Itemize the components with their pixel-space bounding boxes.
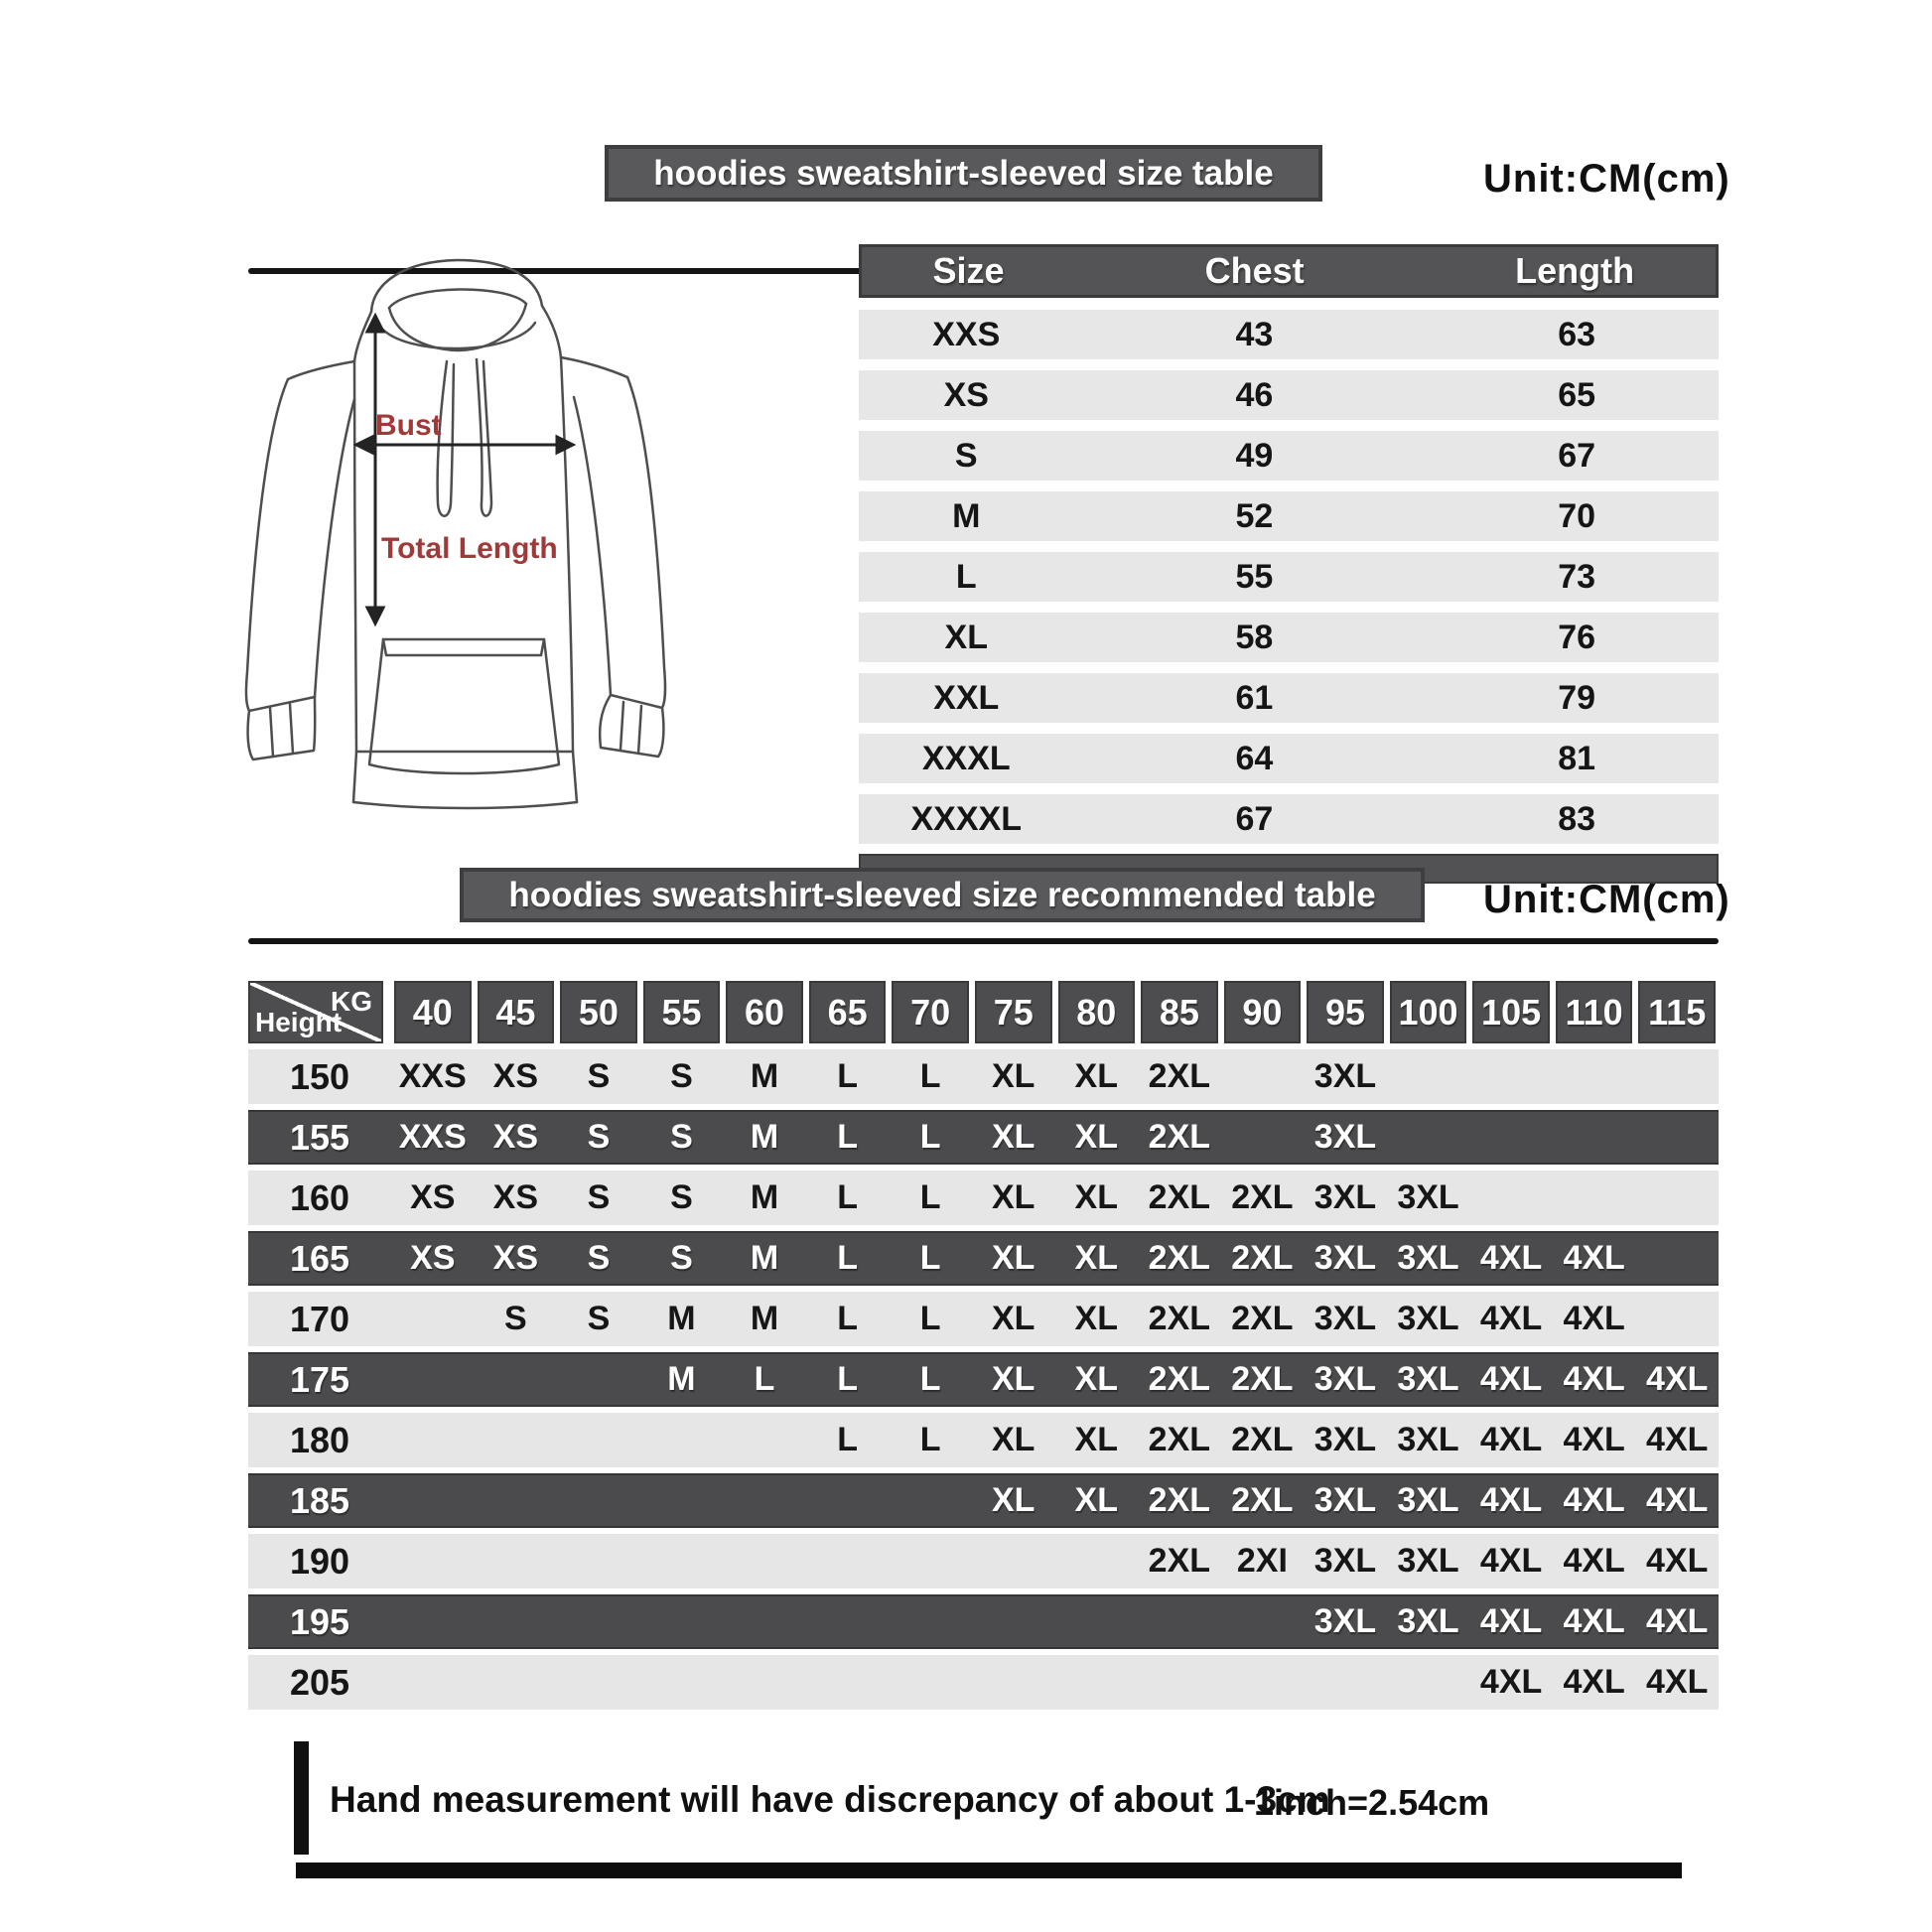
recommend-size-cell: L bbox=[919, 1178, 941, 1216]
size-table-row bbox=[859, 370, 1719, 420]
recommend-table-row bbox=[248, 1110, 1719, 1165]
recommend-size-cell: 2XL bbox=[1231, 1481, 1294, 1519]
recommend-size-cell: 2XL bbox=[1148, 1057, 1211, 1095]
recommend-size-cell: XL bbox=[991, 1300, 1035, 1337]
bust-label: Bust bbox=[375, 409, 442, 442]
recommend-size-cell: S bbox=[670, 1057, 693, 1095]
recommend-size-cell: L bbox=[919, 1421, 941, 1458]
hoodie-measurement-diagram bbox=[224, 250, 701, 846]
recommend-size-cell: 3XL bbox=[1313, 1300, 1377, 1337]
size-table-cell: L bbox=[955, 557, 977, 596]
recommend-table-row bbox=[248, 1352, 1719, 1407]
kg-height-corner-cell bbox=[248, 981, 383, 1043]
size-table-cell: 67 bbox=[1235, 799, 1274, 838]
height-corner-label: Height bbox=[255, 1007, 343, 1037]
size-table-cell: 64 bbox=[1235, 739, 1274, 777]
size-table-cell: 55 bbox=[1235, 557, 1274, 596]
recommend-size-cell: 3XL bbox=[1313, 1239, 1377, 1277]
recommend-size-cell: L bbox=[919, 1057, 941, 1095]
recommend-table-row bbox=[248, 1292, 1719, 1346]
weight-header-cell: 95 bbox=[1307, 981, 1384, 1043]
recommend-size-cell: M bbox=[667, 1300, 696, 1337]
recommend-size-cell: M bbox=[750, 1178, 779, 1216]
recommend-size-cell: 4XL bbox=[1479, 1481, 1543, 1519]
recommend-size-cell: L bbox=[837, 1239, 858, 1277]
recommend-size-cell: 4XL bbox=[1646, 1481, 1709, 1519]
recommend-table-row bbox=[248, 1049, 1719, 1104]
weight-header-cell: 110 bbox=[1556, 981, 1633, 1043]
size-table-row bbox=[859, 310, 1719, 359]
recommend-size-cell: S bbox=[670, 1239, 693, 1277]
size-table-row bbox=[859, 613, 1719, 662]
recommend-size-cell: M bbox=[750, 1057, 779, 1095]
size-table-row bbox=[859, 794, 1719, 844]
recommend-size-cell: XL bbox=[1074, 1481, 1118, 1519]
recommend-size-cell: XL bbox=[991, 1178, 1035, 1216]
recommend-size-cell: M bbox=[750, 1239, 779, 1277]
recommend-size-cell: XL bbox=[1074, 1178, 1118, 1216]
recommend-size-cell: L bbox=[837, 1178, 858, 1216]
recommend-size-cell: 4XL bbox=[1563, 1542, 1625, 1580]
weight-header-cell: 105 bbox=[1472, 981, 1550, 1043]
weight-header-cell: 90 bbox=[1224, 981, 1302, 1043]
recommend-size-cell: 4XL bbox=[1479, 1239, 1543, 1277]
recommend-size-cell: S bbox=[670, 1118, 693, 1156]
height-label-cell: 155 bbox=[289, 1116, 350, 1158]
recommend-table-title: hoodies sweatshirt-sleeved size recommended table bbox=[508, 875, 1376, 914]
recommend-size-cell: S bbox=[670, 1178, 693, 1216]
inch-conversion-note: 1inch=2.54cm bbox=[1254, 1782, 1490, 1823]
size-table-cell: 81 bbox=[1558, 739, 1596, 777]
recommend-size-cell: S bbox=[587, 1118, 611, 1156]
recommend-size-cell: L bbox=[837, 1360, 858, 1398]
recommend-size-cell: XL bbox=[991, 1360, 1035, 1398]
recommend-size-cell: 4XL bbox=[1479, 1360, 1543, 1398]
recommend-size-cell: XL bbox=[1074, 1057, 1118, 1095]
height-label-cell: 190 bbox=[289, 1540, 350, 1582]
recommend-size-cell: S bbox=[587, 1178, 611, 1216]
size-table-cell: 43 bbox=[1235, 315, 1274, 353]
recommend-size-cell: M bbox=[667, 1360, 696, 1398]
size-table-cell: S bbox=[954, 436, 978, 475]
recommend-table-row bbox=[248, 1655, 1719, 1710]
recommend-table bbox=[248, 981, 1719, 1710]
recommend-size-cell: 2XL bbox=[1148, 1178, 1211, 1216]
recommend-size-cell: L bbox=[919, 1118, 941, 1156]
recommend-size-cell: XS bbox=[492, 1178, 539, 1216]
recommend-size-cell: 4XL bbox=[1479, 1663, 1543, 1701]
recommend-size-cell: 3XL bbox=[1397, 1178, 1459, 1216]
recommend-size-cell: 3XL bbox=[1397, 1239, 1459, 1277]
recommend-size-cell: 2XL bbox=[1231, 1360, 1294, 1398]
recommend-size-cell: 2XI bbox=[1236, 1542, 1288, 1580]
size-table-cell: 79 bbox=[1558, 678, 1596, 717]
recommend-size-cell: XL bbox=[1074, 1300, 1118, 1337]
recommend-table-row bbox=[248, 1231, 1719, 1286]
recommend-size-cell: XS bbox=[492, 1239, 539, 1277]
weight-header-cell: 85 bbox=[1141, 981, 1218, 1043]
recommend-size-cell: XS bbox=[492, 1057, 539, 1095]
recommend-table-row bbox=[248, 1413, 1719, 1467]
recommend-size-cell: 2XL bbox=[1148, 1300, 1211, 1337]
height-label-cell: 175 bbox=[289, 1358, 350, 1400]
recommend-size-cell: 4XL bbox=[1563, 1360, 1625, 1398]
height-label-cell: 165 bbox=[289, 1237, 350, 1279]
weight-header-cell: 40 bbox=[394, 981, 472, 1043]
recommend-size-cell: 2XL bbox=[1148, 1421, 1211, 1458]
weight-header-cell: 55 bbox=[643, 981, 721, 1043]
recommend-size-cell: S bbox=[587, 1300, 611, 1337]
recommend-size-cell: S bbox=[587, 1239, 611, 1277]
size-table-cell: 65 bbox=[1558, 375, 1596, 414]
recommend-size-cell: XS bbox=[410, 1178, 456, 1216]
recommend-size-cell: 2XL bbox=[1148, 1481, 1211, 1519]
recommend-size-cell: 2XL bbox=[1231, 1178, 1294, 1216]
size-table-row bbox=[859, 552, 1719, 602]
recommend-table-header-row bbox=[248, 981, 1719, 1043]
recommend-size-cell: 4XL bbox=[1646, 1421, 1709, 1458]
measurement-disclaimer: Hand measurement will have discrepancy of about 1-3cm bbox=[330, 1779, 1330, 1820]
recommend-size-cell: 3XL bbox=[1313, 1360, 1377, 1398]
height-label-cell: 205 bbox=[289, 1661, 350, 1703]
recommend-size-cell: 4XL bbox=[1563, 1602, 1625, 1640]
recommend-size-cell: XS bbox=[410, 1239, 456, 1277]
recommend-size-cell: 4XL bbox=[1563, 1300, 1625, 1337]
recommend-size-cell: 3XL bbox=[1397, 1542, 1459, 1580]
weight-header-cell: 70 bbox=[892, 981, 969, 1043]
recommend-table-row bbox=[248, 1171, 1719, 1225]
recommend-size-cell: 4XL bbox=[1563, 1421, 1625, 1458]
recommend-size-cell: XL bbox=[991, 1118, 1035, 1156]
recommend-size-cell: L bbox=[837, 1300, 858, 1337]
unit-label-top: Unit:CM(cm) bbox=[1483, 157, 1730, 201]
recommend-size-cell: XL bbox=[991, 1481, 1035, 1519]
size-table-row bbox=[859, 673, 1719, 723]
recommend-size-cell: 4XL bbox=[1479, 1542, 1543, 1580]
recommend-size-cell: 3XL bbox=[1313, 1178, 1377, 1216]
recommend-table-row bbox=[248, 1534, 1719, 1588]
recommend-size-cell: S bbox=[587, 1057, 611, 1095]
recommend-size-cell: 2XL bbox=[1148, 1542, 1211, 1580]
recommend-size-cell: 3XL bbox=[1397, 1481, 1459, 1519]
total-length-arrow bbox=[367, 316, 383, 623]
recommend-size-cell: 2XL bbox=[1148, 1360, 1211, 1398]
size-table-cell: M bbox=[952, 496, 981, 535]
size-table-cell: XXXXL bbox=[910, 799, 1022, 838]
recommend-size-cell: 4XL bbox=[1646, 1542, 1709, 1580]
recommend-size-cell: 4XL bbox=[1563, 1239, 1625, 1277]
size-table bbox=[859, 244, 1719, 884]
divider-bottom bbox=[248, 938, 1719, 944]
size-table-cell: 58 bbox=[1235, 618, 1274, 656]
weight-header-cell: 80 bbox=[1058, 981, 1136, 1043]
recommend-size-cell: XL bbox=[991, 1057, 1035, 1095]
chest-column-header: Chest bbox=[1204, 250, 1305, 291]
recommend-size-cell: L bbox=[754, 1360, 775, 1398]
recommend-size-cell: L bbox=[837, 1057, 858, 1095]
recommend-size-cell: XL bbox=[1074, 1421, 1118, 1458]
height-label-cell: 160 bbox=[289, 1176, 350, 1218]
weight-header-cell: 75 bbox=[975, 981, 1052, 1043]
recommend-table-row bbox=[248, 1594, 1719, 1649]
size-table-cell: 63 bbox=[1558, 315, 1596, 353]
size-table-title: hoodies sweatshirt-sleeved size table bbox=[653, 153, 1274, 193]
size-table-cell: XS bbox=[943, 375, 989, 414]
height-label-cell: 180 bbox=[289, 1419, 350, 1460]
recommend-size-cell: 2XL bbox=[1231, 1421, 1294, 1458]
recommend-size-cell: M bbox=[750, 1118, 779, 1156]
recommend-size-cell: 2XL bbox=[1231, 1300, 1294, 1337]
recommend-size-cell: 4XL bbox=[1646, 1663, 1709, 1701]
recommend-size-cell: 3XL bbox=[1313, 1542, 1377, 1580]
size-table-title-bar bbox=[605, 145, 1322, 202]
size-table-cell: XXS bbox=[932, 315, 1001, 353]
recommend-size-cell: 4XL bbox=[1479, 1602, 1543, 1640]
recommend-size-cell: 4XL bbox=[1646, 1360, 1709, 1398]
weight-header-cell: 50 bbox=[560, 981, 637, 1043]
recommend-table-row bbox=[248, 1473, 1719, 1528]
weight-header-cell: 60 bbox=[726, 981, 803, 1043]
size-table-cell: 76 bbox=[1558, 618, 1596, 656]
unit-label-bottom: Unit:CM(cm) bbox=[1483, 878, 1730, 921]
size-table-cell: 83 bbox=[1558, 799, 1596, 838]
footer-accent-bar bbox=[294, 1741, 309, 1855]
recommend-size-cell: 3XL bbox=[1313, 1118, 1377, 1156]
footer-divider bbox=[296, 1863, 1682, 1878]
recommend-size-cell: 3XL bbox=[1313, 1602, 1377, 1640]
weight-header-cell: 100 bbox=[1390, 981, 1467, 1043]
recommend-size-cell: M bbox=[750, 1300, 779, 1337]
recommend-size-cell: 3XL bbox=[1313, 1057, 1377, 1095]
recommend-table-body bbox=[248, 1049, 1719, 1710]
size-table-cell: 61 bbox=[1235, 678, 1274, 717]
recommend-size-cell: XXS bbox=[398, 1057, 467, 1095]
recommend-size-cell: XL bbox=[991, 1239, 1035, 1277]
recommend-size-cell: 3XL bbox=[1397, 1300, 1459, 1337]
recommend-size-cell: 4XL bbox=[1563, 1663, 1625, 1701]
size-table-cell: XXXL bbox=[921, 739, 1011, 777]
height-label-cell: 185 bbox=[289, 1479, 350, 1521]
size-table-header-row bbox=[859, 244, 1719, 298]
size-table-row bbox=[859, 431, 1719, 481]
size-table-cell: 52 bbox=[1235, 496, 1274, 535]
size-table-cell: XXL bbox=[933, 678, 1000, 717]
recommend-size-cell: XL bbox=[1074, 1239, 1118, 1277]
size-table-cell: 49 bbox=[1235, 436, 1274, 475]
recommend-size-cell: 3XL bbox=[1397, 1360, 1459, 1398]
size-table-cell: 70 bbox=[1558, 496, 1596, 535]
recommend-size-cell: L bbox=[919, 1300, 941, 1337]
recommend-size-cell: S bbox=[504, 1300, 527, 1337]
recommend-size-cell: L bbox=[837, 1118, 858, 1156]
recommend-size-cell: 3XL bbox=[1397, 1602, 1459, 1640]
recommend-size-cell: 4XL bbox=[1479, 1300, 1543, 1337]
recommend-size-cell: 3XL bbox=[1313, 1481, 1377, 1519]
recommend-size-cell: XL bbox=[991, 1421, 1035, 1458]
recommend-size-cell: 2XL bbox=[1148, 1118, 1211, 1156]
height-label-cell: 195 bbox=[289, 1600, 350, 1642]
recommend-size-cell: XL bbox=[1074, 1360, 1118, 1398]
size-table-body bbox=[859, 310, 1719, 844]
size-column-header: Size bbox=[932, 250, 1005, 291]
size-table-cell: XL bbox=[944, 618, 988, 656]
total-length-label: Total Length bbox=[381, 532, 558, 565]
kg-corner-label: KG bbox=[331, 986, 372, 1017]
recommend-size-cell: L bbox=[919, 1360, 941, 1398]
recommend-table-title-bar bbox=[460, 868, 1425, 922]
recommend-size-cell: L bbox=[919, 1239, 941, 1277]
height-label-cell: 170 bbox=[289, 1298, 350, 1339]
size-table-cell: 73 bbox=[1558, 557, 1596, 596]
weight-header-cell: 115 bbox=[1638, 981, 1716, 1043]
length-column-header: Length bbox=[1515, 250, 1635, 291]
recommend-size-cell: 2XL bbox=[1148, 1239, 1211, 1277]
recommend-size-cell: XXS bbox=[398, 1118, 467, 1156]
recommend-size-cell: XS bbox=[492, 1118, 539, 1156]
recommend-size-cell: 4XL bbox=[1646, 1602, 1709, 1640]
size-table-cell: 46 bbox=[1235, 375, 1274, 414]
recommend-size-cell: 3XL bbox=[1313, 1421, 1377, 1458]
height-label-cell: 150 bbox=[289, 1055, 350, 1097]
recommend-size-cell: XL bbox=[1074, 1118, 1118, 1156]
recommend-size-cell: 2XL bbox=[1231, 1239, 1294, 1277]
size-table-row bbox=[859, 734, 1719, 783]
size-table-cell: 67 bbox=[1558, 436, 1596, 475]
recommend-size-cell: 4XL bbox=[1563, 1481, 1625, 1519]
weight-header-cell: 45 bbox=[478, 981, 555, 1043]
recommend-size-cell: L bbox=[837, 1421, 858, 1458]
size-table-row bbox=[859, 491, 1719, 541]
weight-header-cell: 65 bbox=[809, 981, 887, 1043]
recommend-size-cell: 3XL bbox=[1397, 1421, 1459, 1458]
recommend-size-cell: 4XL bbox=[1479, 1421, 1543, 1458]
